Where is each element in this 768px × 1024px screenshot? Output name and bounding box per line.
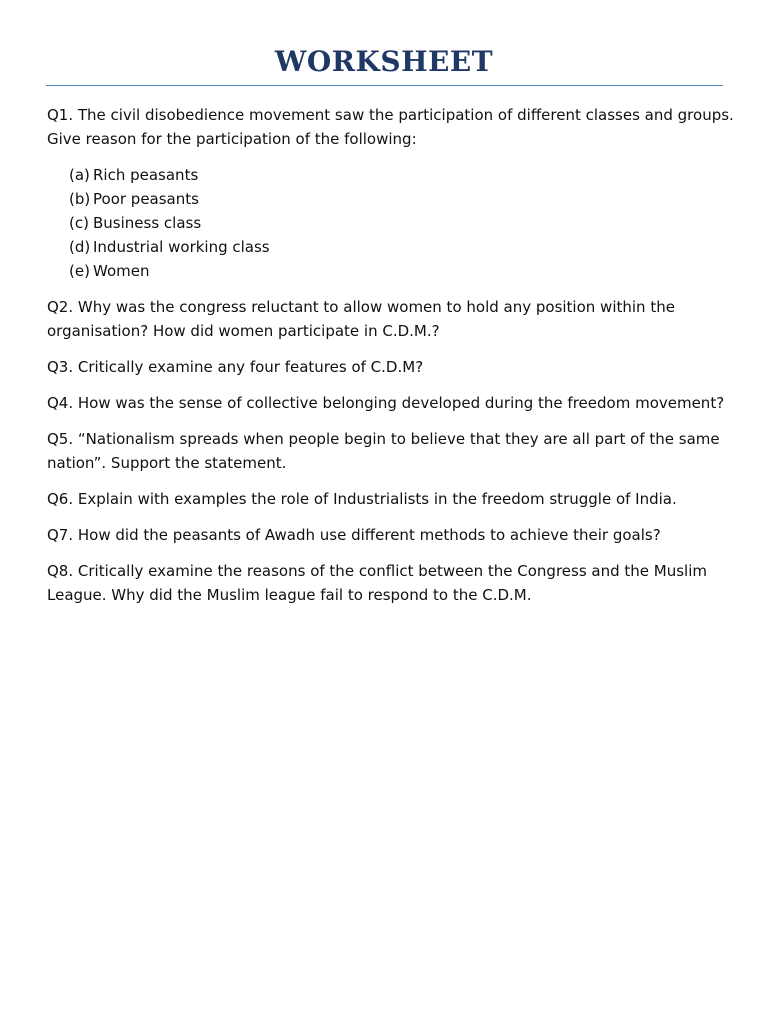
question-1: Q1. The civil disobedience movement saw the participation of different classes and groups. Give reason for the participation of the following: (47, 106, 734, 148)
list-item (69, 187, 737, 211)
list-item-text: Poor peasants (93, 190, 199, 208)
question-7: Q7. How did the peasants of Awadh use different methods to achieve their goals? (47, 526, 661, 544)
question-2: Q2. Why was the congress reluctant to allow women to hold any position within the organisation? How did women participate in C.D.M.? (47, 298, 675, 340)
question-list (47, 103, 737, 619)
list-item-text: Industrial working class (93, 238, 270, 256)
list-item-marker: (a) (69, 166, 90, 184)
question-5: Q5. “Nationalism spreads when people begin to believe that they are all part of the same nation”. Support the statement. (47, 430, 720, 472)
list-item-marker: (b) (69, 190, 91, 208)
list-item-marker: (e) (69, 262, 90, 280)
question-1-sublist (47, 163, 737, 283)
question-3: Q3. Critically examine any four features of C.D.M? (47, 358, 424, 376)
question-8: Q8. Critically examine the reasons of the conflict between the Congress and the Muslim League. Why did the Muslim league fail to respond to the C.D.M. (47, 562, 707, 604)
page-title: WORKSHEET (274, 45, 494, 78)
question-6: Q6. Explain with examples the role of Industrialists in the freedom struggle of India. (47, 490, 677, 508)
list-item (69, 163, 737, 187)
list-item-text: Business class (93, 214, 202, 232)
title-divider (46, 85, 723, 86)
list-item-marker: (d) (69, 238, 91, 256)
list-item (69, 235, 737, 259)
list-item-text: Rich peasants (93, 166, 199, 184)
list-item-text: Women (93, 262, 150, 280)
list-item (69, 259, 737, 283)
list-item (69, 211, 737, 235)
list-item-marker: (c) (69, 214, 89, 232)
question-4: Q4. How was the sense of collective belonging developed during the freedom movement? (47, 394, 725, 412)
